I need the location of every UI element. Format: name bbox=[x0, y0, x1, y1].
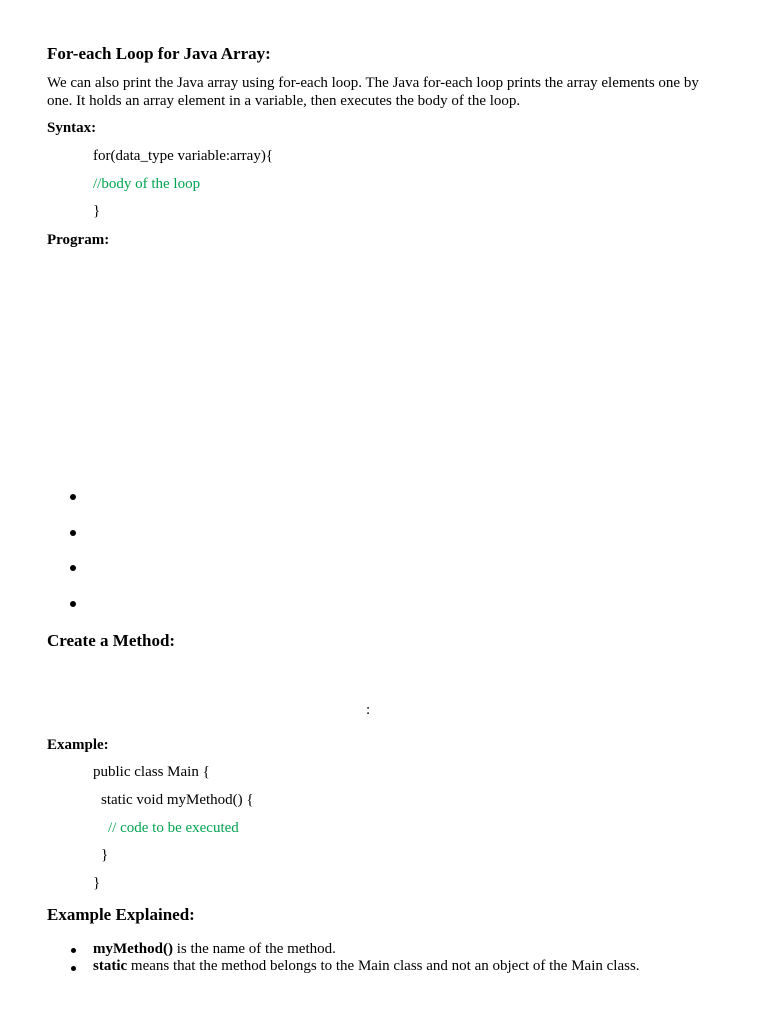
explained-term: static bbox=[93, 958, 128, 974]
code-line-method: static void myMethod() { bbox=[101, 792, 254, 808]
foreach-intro-paragraph: We can also print the Java array using for-each loop. The Java for-each loop prints the array elements one by one. It holds an array element in a variable, then executes the body of the loop. bbox=[47, 75, 699, 109]
code-line-method-close: } bbox=[101, 847, 109, 863]
explained-item bbox=[93, 958, 640, 975]
code-line-comment: // code to be executed bbox=[108, 820, 239, 836]
bullet-marker bbox=[70, 494, 76, 500]
program-label: Program: bbox=[47, 232, 110, 248]
bullet-marker bbox=[71, 966, 76, 971]
code-line-class: public class Main { bbox=[93, 764, 210, 780]
explained-text: is the name of the method. bbox=[172, 941, 336, 957]
colon-text: : bbox=[366, 702, 371, 718]
bullet-marker bbox=[70, 565, 76, 571]
foreach-heading: For-each Loop for Java Array: bbox=[47, 44, 271, 63]
syntax-line-comment: //body of the loop bbox=[93, 176, 201, 192]
explained-text: means that the method belongs to the Main class and not an object of the Main class. bbox=[127, 958, 640, 974]
example-label: Example: bbox=[47, 737, 109, 753]
syntax-line-close: } bbox=[93, 203, 101, 219]
syntax-line-open: for(data_type variable:array){ bbox=[93, 148, 274, 164]
bullet-marker bbox=[71, 948, 76, 953]
explained-term: myMethod() bbox=[93, 941, 173, 957]
bullet-marker bbox=[70, 601, 76, 607]
create-method-heading: Create a Method: bbox=[47, 631, 176, 650]
syntax-label: Syntax: bbox=[47, 120, 97, 136]
explained-item bbox=[93, 941, 336, 958]
bullet-marker bbox=[70, 530, 76, 536]
code-line-class-close: } bbox=[93, 875, 101, 891]
example-explained-heading: Example Explained: bbox=[47, 905, 195, 924]
